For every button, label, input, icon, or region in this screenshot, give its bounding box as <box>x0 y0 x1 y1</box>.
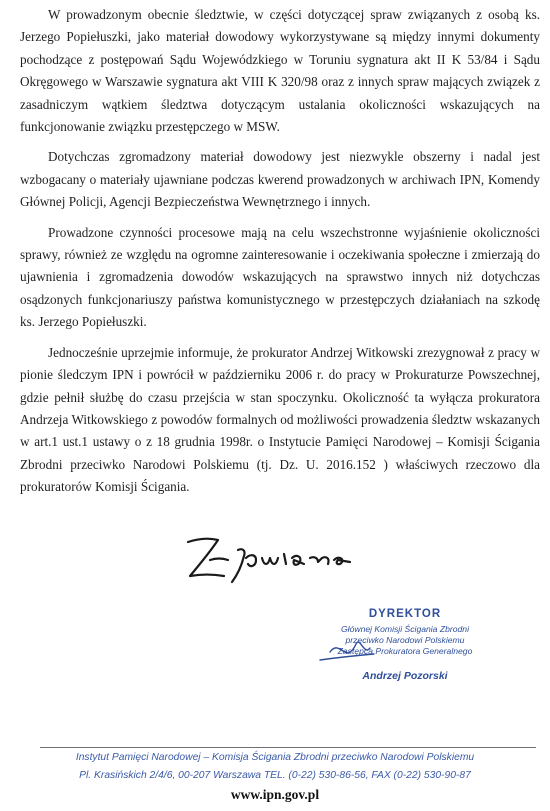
stamp-line-2: przeciwko Narodowi Polskiemu <box>345 635 465 645</box>
stamp-line-1: Głównej Komisji Ścigania Zbrodni <box>340 624 469 634</box>
signature-icon <box>180 530 380 590</box>
paragraph-4: Jednocześnie uprzejmie informuje, że prokurator Andrzej Witkowski zrezygnował z pracy w pionie śledczym IPN i powrócił w październiku 2006 r. do pracy w Prokuraturze Powszechnej, gdzie pełnił służbę do czasu przejścia w stan spoczynku. Okoliczność ta wyłącza prokuratora Andrzeja Witkowskiego z powodów formalnych od możliwości prowadzenia śledztw wskazanych w art.1 ust.1 ustawy o z 18 grudnia 1998r. o Instytucie Pamięci Narodowej – Komisji Ścigania Zbrodni przeciwko Narodowi Polskiemu (tj. Dz. U. 2016.152 ) właściwych rzeczowo dla prokuratorów Komisji Ścigania. <box>20 344 540 495</box>
paragraph-1: W prowadzonym obecnie śledztwie, w części dotyczącej spraw związanych z osobą ks. Jerzego Popiełuszki, jako materiał dowodowy wykorzystywane są między innymi dokumenty pochodzące z postępowań Sądu Wojewódzkiego w Toruniu sygnatura akt II K 53/84 i Sądu Okręgowego w Warszawie sygnatura akt VIII K 320/98 oraz z innych spraw mających związek z zasadniczym wątkiem śledztwa dotyczącym ustalania okoliczności wskazujących na funkcjonowanie związku przestępczego w MSW. <box>20 7 540 135</box>
handwritten-signature <box>180 530 380 590</box>
paragraph-2: Dotychczas zgromadzony materiał dowodowy jest niezwykle obszerny i nadal jest wzbogacany o materiały ujawniane podczas kwerend prowadzonych w archiwach IPN, Komendy Głównej Policji, Agencji Bezpieczeństwa Wewnętrznego i innych. <box>20 149 540 210</box>
footer-divider <box>40 747 536 748</box>
footer-institution: Instytut Pamięci Narodowej – Komisja Ścigania Zbrodni przeciwko Narodowi Polskiemu <box>75 752 475 763</box>
stamp-title: DYREKTOR <box>368 608 442 620</box>
stamp-line-3: Zastępca Prokuratora Generalnego <box>337 646 473 656</box>
stamp-name: Andrzej Pozorski <box>362 670 448 682</box>
footer-address: Pl. Krasińskich 2/4/6, 00-207 Warszawa TEL. (0-22) 530-86-56, FAX (0-22) 530-90-87 <box>79 770 471 781</box>
paragraph-3: Prowadzone czynności procesowe mają na celu wszechstronne wyjaśnienie okoliczności sprawy, również ze względu na ogromne zainteresowanie i oczekiwania społeczne i zmierzają do ujawnienia i zgromadzenia dowodów wskazujących na sprawstwo innych niż dotychczas osądzonych funkcjonariuszy państwa komunistycznego w przestępczych działaniach na szkodę ks. Jerzego Popiełuszki. <box>20 224 540 330</box>
stamp-signature-icon <box>300 608 510 688</box>
letter-body <box>20 4 540 507</box>
footer-website-link[interactable]: www.ipn.gov.pl <box>230 787 320 802</box>
director-stamp <box>300 608 510 688</box>
